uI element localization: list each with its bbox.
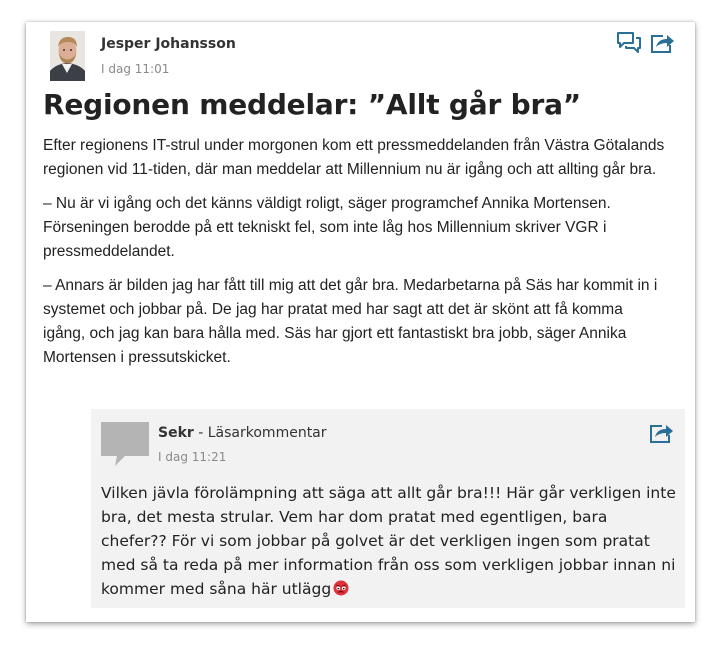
headline: Regionen meddelar: ”Allt går bra” — [43, 88, 581, 121]
post-timestamp: I dag 11:01 — [101, 62, 170, 76]
comment-author: Sekr — [158, 425, 194, 441]
author-avatar — [50, 31, 85, 81]
article-paragraph: – Nu är vi igång och det känns väldigt roligt, säger programchef Annika Mortensen. Förseningen berodde på ett tekniskt fel, som inte låg hos Millennium skriver VGR i pressmeddelandet. — [43, 195, 611, 260]
reader-comment — [91, 409, 685, 608]
comment-timestamp: I dag 11:21 — [158, 450, 227, 464]
comment-text-block — [101, 481, 676, 603]
comment-author-line — [158, 425, 327, 441]
comment-text: Vilken jävla förolämpning att säga att allt går bra!!! Här går verkligen inte bra, det mesta strular. Vem har dom pratat med egentligen, bara chefer?? För vi som jobbar på golvet är det verkligen ingen som pratat med så ta reda på mer information från oss som verkligen jobbar innan ni kommer med såna här utlägg — [101, 484, 676, 598]
comment-role: Läsarkommentar — [207, 425, 327, 441]
article-paragraph: Efter regionens IT-strul under morgonen kom ett pressmeddelanden från Västra Götalands regionen vid 11-tiden, där man meddelar att Millennium nu är igång och att allting går bra. — [43, 137, 665, 178]
comment-separator: - — [193, 425, 208, 441]
author-name[interactable]: Jesper Johansson — [101, 36, 236, 52]
comment-bubbles-icon[interactable] — [616, 31, 642, 60]
share-icon[interactable] — [650, 32, 676, 59]
angry-face-icon — [333, 579, 349, 603]
live-post-card — [26, 22, 695, 622]
article-paragraph: – Annars är bilden jag har fått till mig att det går bra. Medarbetarna på Säs har kommit in i systemet och jobbar på. De jag har pratat med har sagt att det är skönt att få komma igång, och jag kan bara hålla med. Säs har gjort ett fantastiskt bra jobb, säger Annika Mortensen i pressutskicket. — [43, 277, 658, 366]
article-body — [43, 134, 668, 380]
share-icon[interactable] — [649, 422, 675, 449]
reader-avatar-icon — [101, 422, 149, 468]
